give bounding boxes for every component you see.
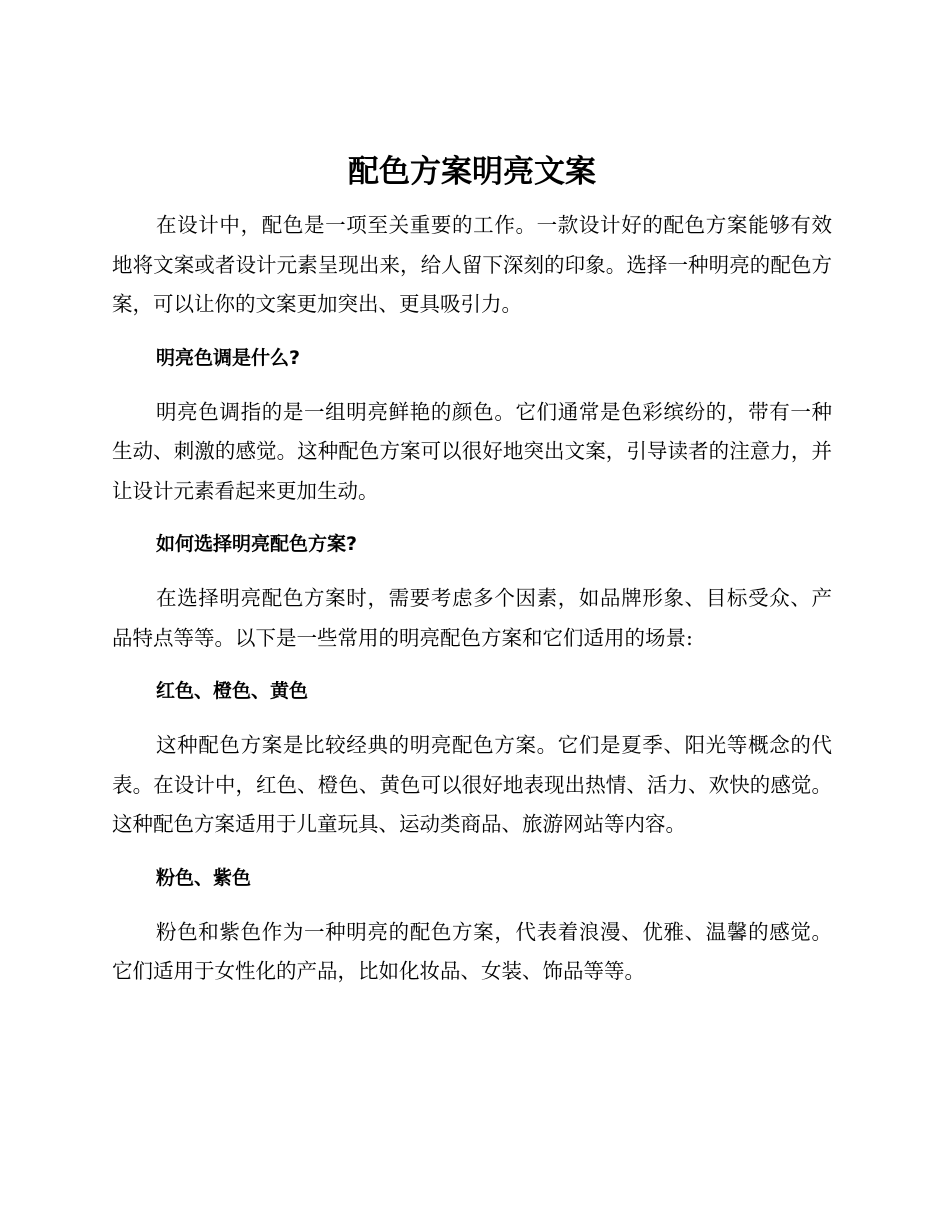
- section-body-bright-tones: 明亮色调指的是一组明亮鲜艳的颜色。它们通常是色彩缤纷的，带有一种生动、刺激的感觉。这种配色方案可以很好地突出文案，引导读者的注意力，并让设计元素看起来更加生动。: [112, 399, 832, 503]
- document-page: [112, 150, 832, 1010]
- section-body-pink-purple: 粉色和紫色作为一种明亮的配色方案，代表着浪漫、优雅、温馨的感觉。它们适用于女性化的产品，比如化妆品、女装、饰品等等。: [112, 919, 832, 983]
- document-title: 配色方案明亮文案: [348, 154, 596, 190]
- section-heading-bright-tones: 明亮色调是什么?: [156, 346, 301, 369]
- section-heading-choosing-scheme: 如何选择明亮配色方案?: [156, 533, 358, 555]
- section-heading-pink-purple: 粉色、紫色: [156, 866, 252, 889]
- section-body-choosing-scheme: 在选择明亮配色方案时，需要考虑多个因素，如品牌形象、目标受众、产品特点等等。以下是一些常用的明亮配色方案和它们适用的场景:: [112, 586, 832, 650]
- section-heading-red-orange-yellow: 红色、橙色、黄色: [156, 680, 309, 702]
- section-body-red-orange-yellow: 这种配色方案是比较经典的明亮配色方案。它们是夏季、阳光等概念的代表。在设计中，红色、橙色、黄色可以很好地表现出热情、活力、欢快的感觉。这种配色方案适用于儿童玩具、运动类商品、旅游网站等内容。: [112, 733, 832, 836]
- intro-paragraph: 在设计中，配色是一项至关重要的工作。一款设计好的配色方案能够有效地将文案或者设计元素呈现出来，给人留下深刻的印象。选择一种明亮的配色方案，可以让你的文案更加突出、更具吸引力。: [112, 213, 832, 316]
